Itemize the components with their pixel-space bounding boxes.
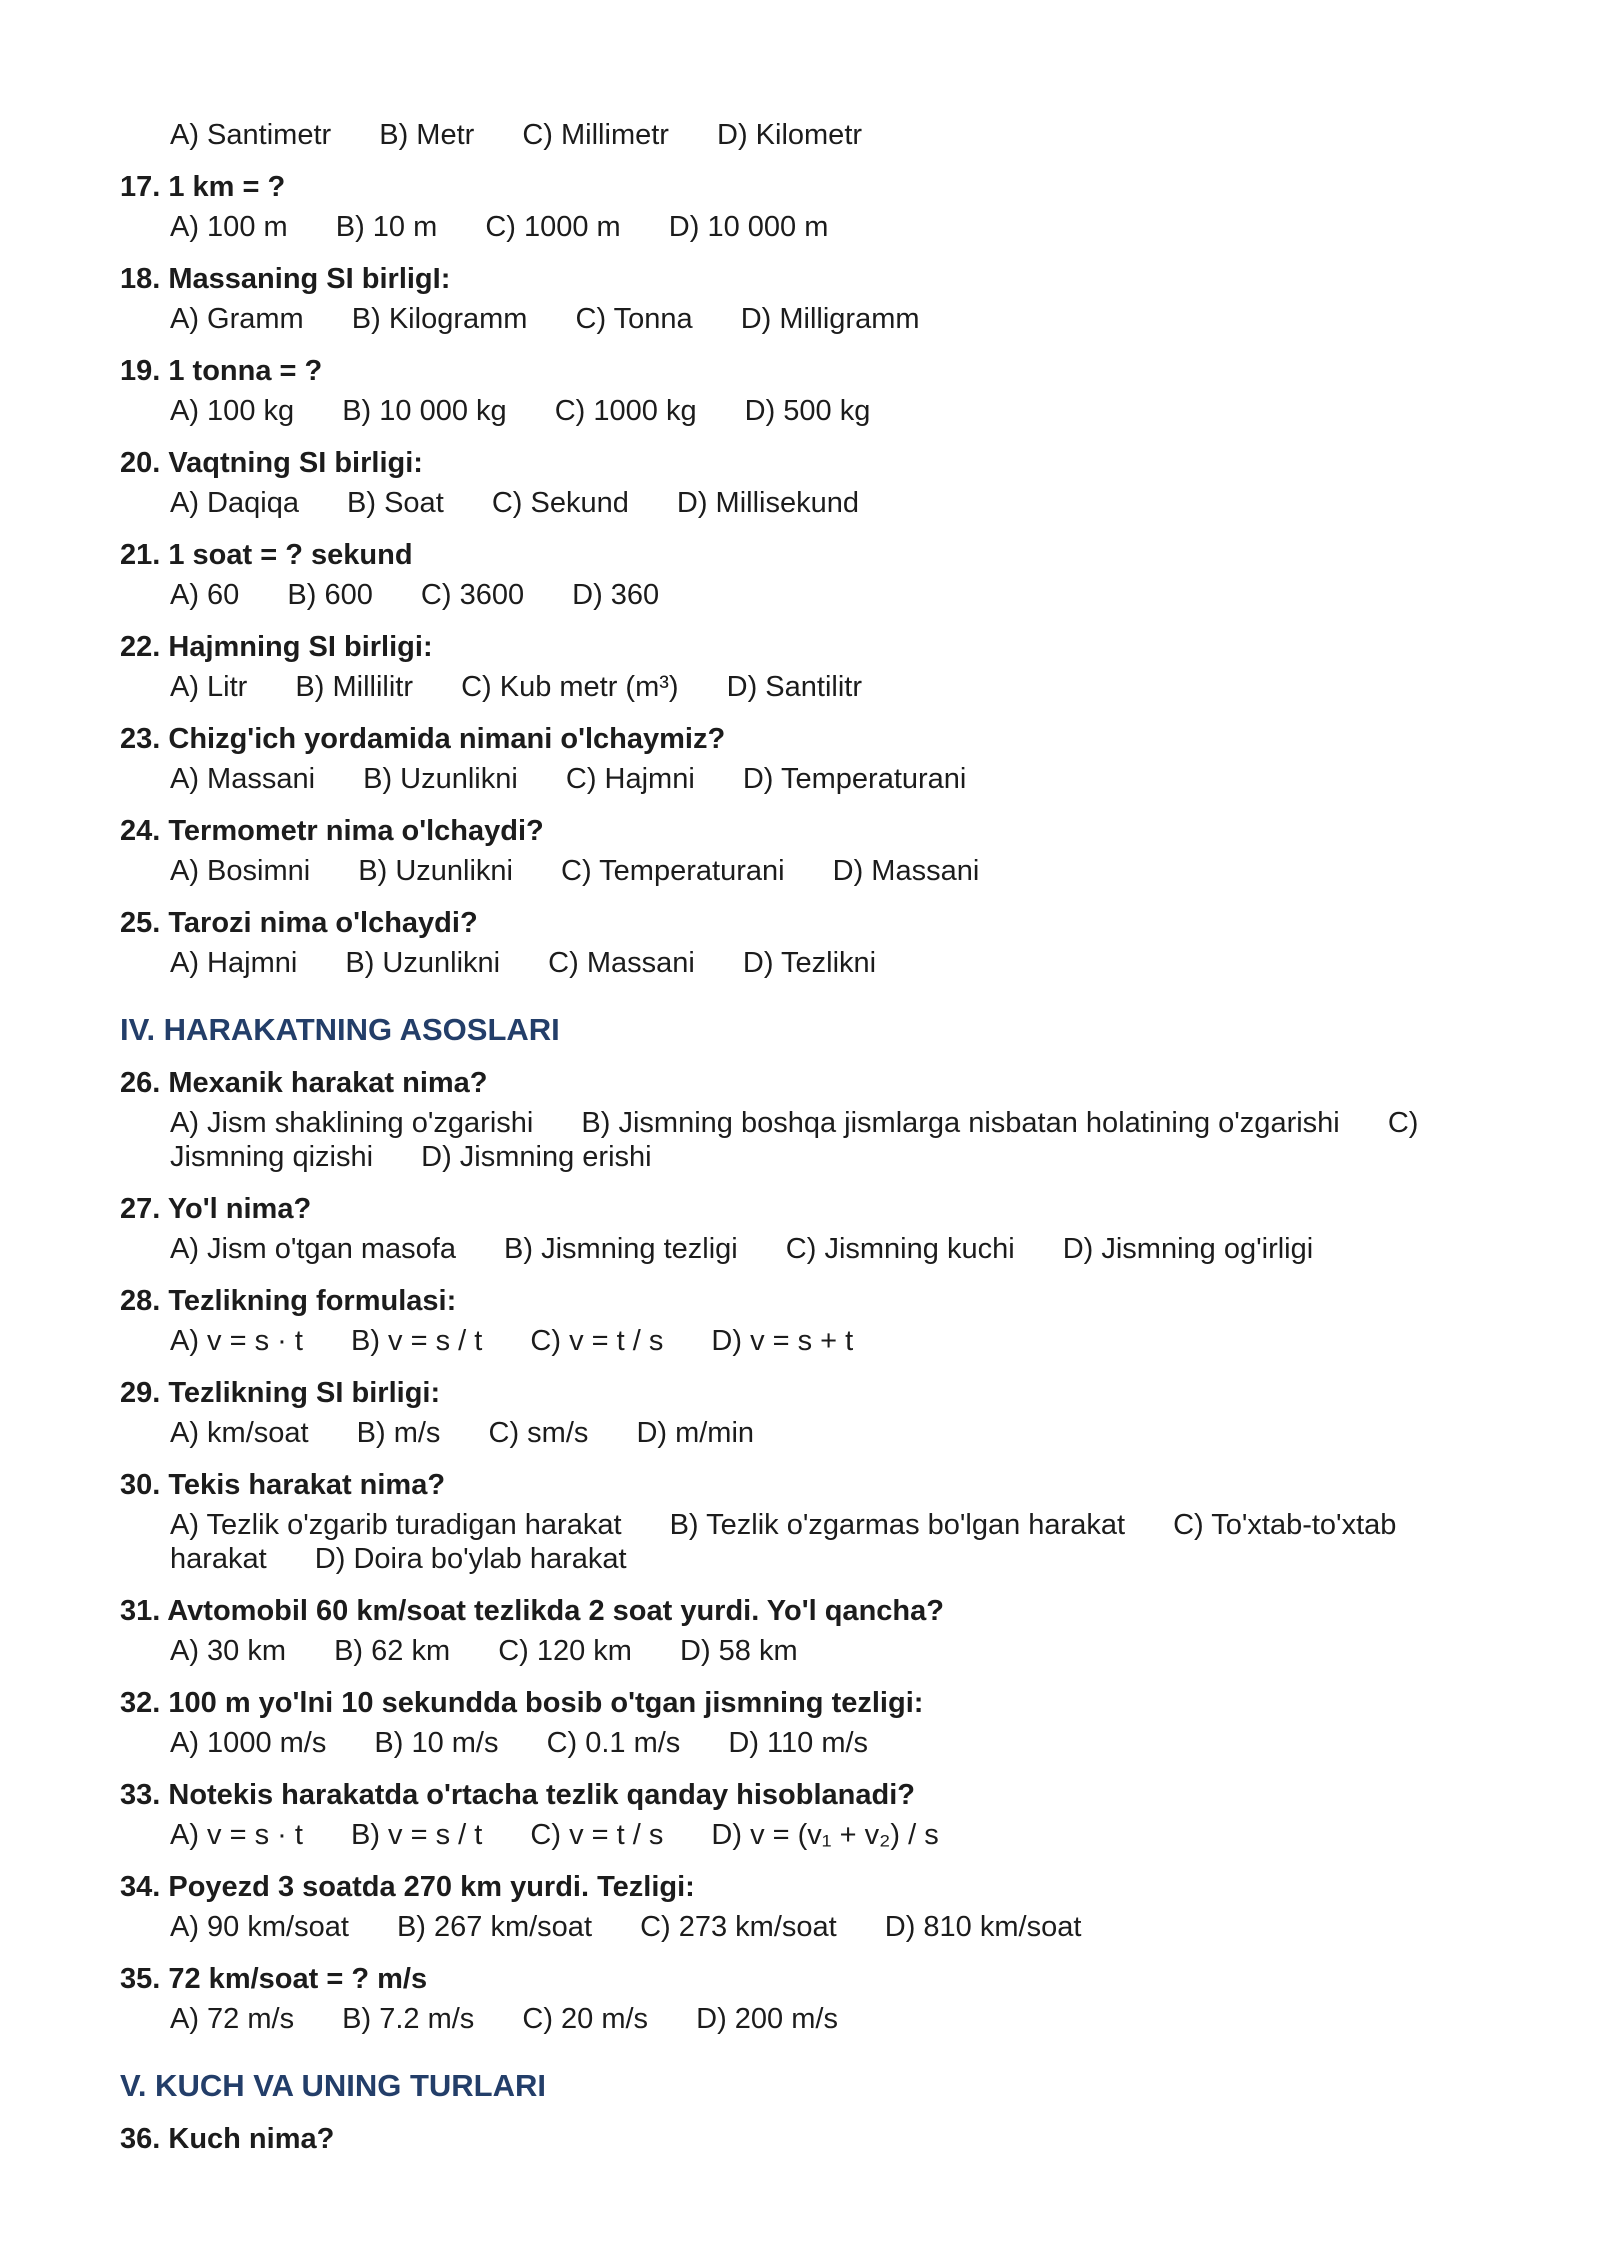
question-title: 17. 1 km = ? xyxy=(120,171,286,203)
question-block xyxy=(120,1686,1440,1760)
answer-option[interactable]: A) Jism shaklining o'zgarishi xyxy=(170,1107,534,1139)
answer-option[interactable]: C) Massani xyxy=(548,947,695,979)
answer-option[interactable]: D) 10 000 m xyxy=(668,211,829,243)
answer-option[interactable]: A) Litr xyxy=(170,671,248,703)
answer-option[interactable]: A) 30 km xyxy=(170,1635,287,1667)
question-title: 25. Tarozi nima o'lchaydi? xyxy=(120,907,478,939)
answer-option[interactable]: C) Jismning qizishi xyxy=(170,1107,1419,1173)
answer-options xyxy=(170,1416,1440,1450)
answer-options xyxy=(170,1910,1440,1944)
question-block xyxy=(120,446,1440,520)
answer-option[interactable]: B) Millilitr xyxy=(295,671,413,703)
answer-options xyxy=(170,1324,1440,1358)
answer-option[interactable]: B) Metr xyxy=(379,119,475,151)
question-title: 26. Mexanik harakat nima? xyxy=(120,1067,488,1099)
answer-option[interactable]: B) 7.2 m/s xyxy=(342,2003,475,2035)
answer-option[interactable]: D) Jismning og'irligi xyxy=(1062,1233,1314,1265)
answer-option[interactable]: B) v = s / t xyxy=(351,1819,483,1851)
answer-option[interactable]: C) Sekund xyxy=(491,487,629,519)
question-title: 33. Notekis harakatda o'rtacha tezlik qanday hisoblanadi? xyxy=(120,1779,915,1811)
answer-option[interactable]: D) 200 m/s xyxy=(696,2003,838,2035)
answer-option[interactable]: D) Tezlikni xyxy=(742,947,877,979)
answer-option[interactable]: A) 1000 m/s xyxy=(170,1727,327,1759)
answer-option[interactable]: B) Uzunlikni xyxy=(363,763,518,795)
answer-option[interactable]: A) Tezlik o'zgarib turadigan harakat xyxy=(170,1509,622,1541)
answer-option[interactable]: A) Bosimni xyxy=(170,855,311,887)
question-title: 34. Poyezd 3 soatda 270 km yurdi. Tezligi: xyxy=(120,1871,695,1903)
answer-option[interactable]: D) Temperaturani xyxy=(742,763,967,795)
question-block xyxy=(120,1594,1440,1668)
answer-option[interactable]: C) v = t / s xyxy=(530,1325,664,1357)
answer-option[interactable]: D) Doira bo'ylab harakat xyxy=(314,1543,627,1575)
answer-option[interactable]: C) To'xtab-to'xtab harakat xyxy=(170,1509,1397,1575)
answer-option[interactable]: D) 110 m/s xyxy=(728,1727,869,1759)
answer-option[interactable]: A) 100 kg xyxy=(170,395,295,427)
answer-option[interactable]: B) 10 m/s xyxy=(374,1727,499,1759)
answer-option[interactable]: D) Milligramm xyxy=(740,303,920,335)
answer-option[interactable]: B) 10 m xyxy=(335,211,438,243)
answer-option[interactable]: D) v = s + t xyxy=(711,1325,854,1357)
answer-options xyxy=(170,210,1440,244)
answer-option[interactable]: C) Temperaturani xyxy=(561,855,785,887)
answer-option[interactable]: D) Kilometr xyxy=(717,119,863,151)
answer-options xyxy=(170,2002,1440,2036)
answer-options xyxy=(170,302,1440,336)
answer-options xyxy=(170,1232,1440,1266)
question-block xyxy=(120,1284,1440,1358)
answer-option[interactable]: D) Santilitr xyxy=(726,671,862,703)
answer-option[interactable]: B) 267 km/soat xyxy=(396,1911,592,1943)
answer-option[interactable]: B) Tezlik o'zgarmas bo'lgan harakat xyxy=(669,1509,1126,1541)
answer-option[interactable]: C) 0.1 m/s xyxy=(546,1727,681,1759)
answer-option[interactable]: B) 62 km xyxy=(334,1635,451,1667)
answer-option[interactable]: A) Daqiqa xyxy=(170,487,299,519)
question-block xyxy=(120,1870,1440,1944)
answer-option[interactable]: A) Santimetr xyxy=(170,119,332,151)
answer-options xyxy=(170,394,1440,428)
question-block xyxy=(120,1468,1440,1576)
question-16-options-block xyxy=(120,118,1440,152)
question-block xyxy=(120,630,1440,704)
answer-option[interactable]: B) Jismning tezligi xyxy=(504,1233,738,1265)
answer-options xyxy=(170,578,1440,612)
question-block xyxy=(120,1962,1440,2036)
answer-option[interactable]: D) Millisekund xyxy=(676,487,859,519)
answer-option[interactable]: A) v = s · t xyxy=(170,1325,303,1357)
answer-options xyxy=(170,1634,1440,1668)
question-title: 21. 1 soat = ? sekund xyxy=(120,539,413,571)
section-heading: V. KUCH VA UNING TURLARI xyxy=(120,2068,546,2103)
answer-option[interactable]: B) 600 xyxy=(287,579,373,611)
answer-option[interactable]: B) Uzunlikni xyxy=(358,855,513,887)
answer-option[interactable]: A) Hajmni xyxy=(170,947,298,979)
question-block xyxy=(120,722,1440,796)
answer-option[interactable]: D) 58 km xyxy=(680,1635,798,1667)
question-block xyxy=(120,1376,1440,1450)
answer-option[interactable]: B) Jismning boshqa jismlarga nisbatan holatining o'zgarishi xyxy=(581,1107,1340,1139)
answer-option[interactable]: D) m/min xyxy=(636,1417,755,1449)
answer-option[interactable]: B) Kilogramm xyxy=(351,303,528,335)
question-block xyxy=(120,906,1440,980)
question-title: 20. Vaqtning SI birligi: xyxy=(120,447,423,479)
answer-options xyxy=(170,854,1440,888)
question-title: 29. Tezlikning SI birligi: xyxy=(120,1377,441,1409)
question-title: 27. Yo'l nima? xyxy=(120,1193,312,1225)
answer-option[interactable]: D) 810 km/soat xyxy=(884,1911,1082,1943)
answer-option[interactable]: C) sm/s xyxy=(488,1417,589,1449)
answer-option[interactable]: C) 1000 m xyxy=(485,211,621,243)
answer-option[interactable]: B) Soat xyxy=(347,487,444,519)
question-block xyxy=(120,1066,1440,1174)
answer-option[interactable]: A) Massani xyxy=(170,763,316,795)
answer-option[interactable]: A) Gramm xyxy=(170,303,304,335)
answer-option[interactable]: D) 360 xyxy=(572,579,660,611)
answer-option[interactable]: C) 273 km/soat xyxy=(640,1911,837,1943)
answer-option[interactable]: B) v = s / t xyxy=(351,1325,483,1357)
question-block xyxy=(120,1192,1440,1266)
answer-option[interactable]: C) 3600 xyxy=(420,579,525,611)
quiz-page xyxy=(120,118,1440,2162)
answer-option[interactable]: C) Millimetr xyxy=(522,119,669,151)
answer-option[interactable]: C) 1000 kg xyxy=(554,395,697,427)
question-block xyxy=(120,538,1440,612)
question-title: 22. Hajmning SI birligi: xyxy=(120,631,433,663)
answer-option[interactable]: B) m/s xyxy=(356,1417,441,1449)
answer-option[interactable]: C) 20 m/s xyxy=(522,2003,649,2035)
answer-options xyxy=(170,1106,1440,1174)
question-block xyxy=(120,170,1440,244)
answer-options xyxy=(170,1508,1440,1576)
answer-option[interactable]: B) Uzunlikni xyxy=(345,947,501,979)
answer-option[interactable]: C) Tonna xyxy=(575,303,693,335)
question-title: 24. Termometr nima o'lchaydi? xyxy=(120,815,544,847)
answer-options xyxy=(170,1726,1440,1760)
answer-option[interactable]: C) Hajmni xyxy=(565,763,695,795)
answer-option[interactable]: A) Jism o'tgan masofa xyxy=(170,1233,456,1265)
question-block xyxy=(120,2122,1440,2156)
answer-option[interactable]: A) 72 m/s xyxy=(170,2003,295,2035)
question-block xyxy=(120,262,1440,336)
question-block xyxy=(120,1778,1440,1852)
answer-option[interactable]: A) 100 m xyxy=(170,211,288,243)
answer-option[interactable]: C) 120 km xyxy=(498,1635,632,1667)
section-heading: IV. HARAKATNING ASOSLARI xyxy=(120,1012,560,1047)
answer-option[interactable]: C) Kub metr (m³) xyxy=(461,671,679,703)
question-title: 30. Tekis harakat nima? xyxy=(120,1469,446,1501)
answer-option[interactable]: A) v = s · t xyxy=(170,1819,303,1851)
answer-options xyxy=(170,670,1440,704)
question-title: 19. 1 tonna = ? xyxy=(120,355,323,387)
answer-option[interactable]: A) 60 xyxy=(170,579,240,611)
answer-option[interactable]: D) v = (v₁ + v₂) / s xyxy=(711,1819,939,1851)
question-title: 36. Kuch nima? xyxy=(120,2123,335,2155)
answer-options xyxy=(170,1818,1440,1852)
answer-option[interactable]: D) Jismning erishi xyxy=(421,1141,652,1173)
quiz-content xyxy=(120,170,1440,2156)
answer-option[interactable]: D) Massani xyxy=(832,855,980,887)
answer-options xyxy=(170,762,1440,796)
answer-option[interactable]: B) 10 000 kg xyxy=(342,395,507,427)
answer-options xyxy=(170,486,1440,520)
question-title: 18. Massaning SI birligI: xyxy=(120,263,451,295)
question-title: 23. Chizg'ich yordamida nimani o'lchaymiz? xyxy=(120,723,726,755)
answer-option[interactable]: D) 500 kg xyxy=(744,395,871,427)
question-block xyxy=(120,814,1440,888)
answer-option[interactable]: C) v = t / s xyxy=(530,1819,664,1851)
answer-option[interactable]: C) Jismning kuchi xyxy=(785,1233,1015,1265)
question-title: 35. 72 km/soat = ? m/s xyxy=(120,1963,428,1995)
question-title: 31. Avtomobil 60 km/soat tezlikda 2 soat yurdi. Yo'l qancha? xyxy=(120,1595,944,1627)
answer-option[interactable]: A) km/soat xyxy=(170,1417,309,1449)
answer-options xyxy=(170,946,1440,980)
question-title: 28. Tezlikning formulasi: xyxy=(120,1285,457,1317)
answer-options xyxy=(170,118,1440,152)
answer-option[interactable]: A) 90 km/soat xyxy=(170,1911,349,1943)
question-title: 32. 100 m yo'lni 10 sekundda bosib o'tgan jismning tezligi: xyxy=(120,1687,924,1719)
question-block xyxy=(120,354,1440,428)
